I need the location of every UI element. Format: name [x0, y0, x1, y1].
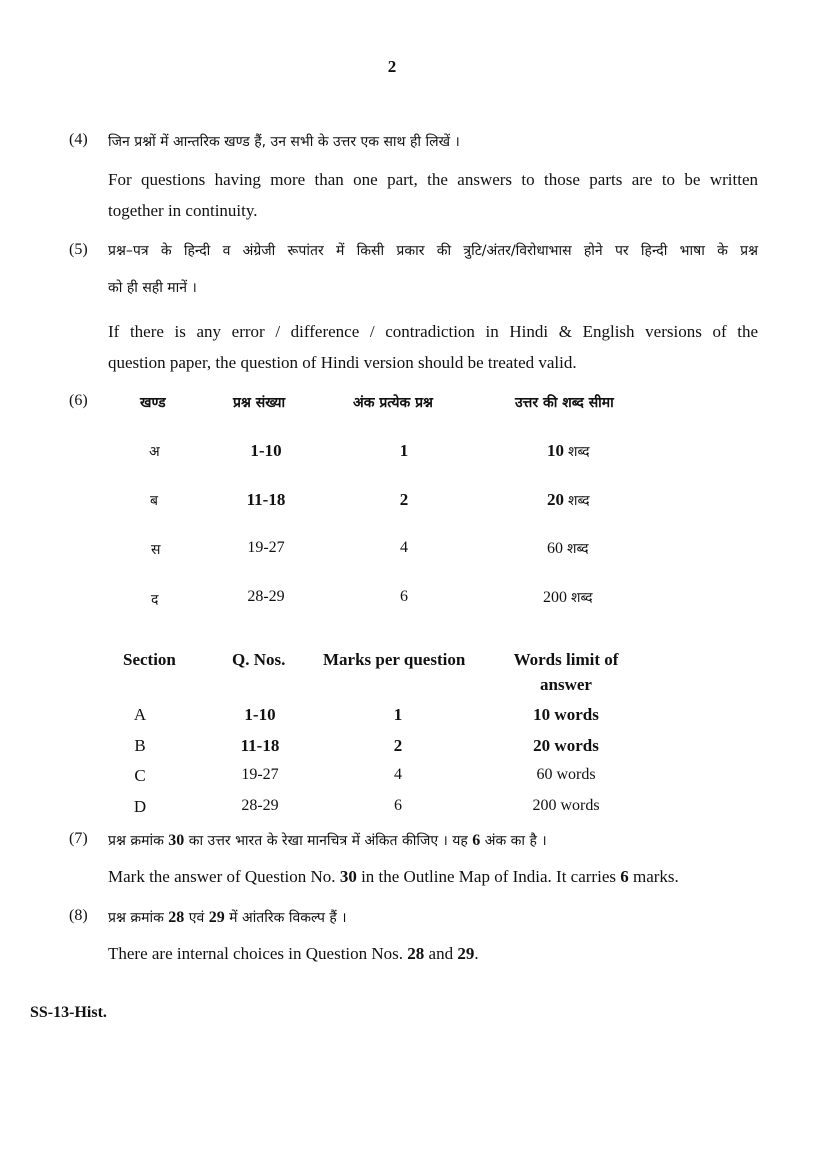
instruction-hindi-text: प्रश्न क्रमांक 30 का उत्तर भारत के रेखा मानचित्र में अंकित कीजिए । यह 6 अंक का है ।: [108, 832, 547, 849]
instruction-number: (7): [69, 830, 88, 847]
table-cell: 60 words: [536, 766, 596, 783]
english-table-header: Q. Nos.: [232, 650, 286, 669]
table-cell: स: [151, 542, 161, 558]
table-cell: 1-10: [244, 705, 276, 724]
table-cell: 1: [393, 705, 403, 724]
instruction-number: (4): [69, 131, 88, 148]
table-cell: A: [133, 705, 147, 724]
instruction-number: (6): [69, 392, 88, 409]
table-cell: 200 words: [532, 797, 600, 814]
word-count: 10: [547, 441, 564, 460]
table-cell: 28-29: [241, 797, 279, 814]
table-cell: 6: [400, 588, 408, 605]
paper-code-footer: SS-13-Hist.: [30, 1004, 107, 1021]
instruction-english-text: There are internal choices in Question Nos. 28 and 29.: [108, 944, 479, 963]
instruction-hindi-text: प्रश्न क्रमांक 28 एवं 29 में आंतरिक विकल्प हैं ।: [108, 909, 347, 926]
instruction-english-text: If there is any error / difference / contradiction in Hindi & English versions of the: [108, 322, 758, 341]
table-cell: 2: [393, 736, 403, 755]
hindi-table-header: प्रश्न संख्या: [233, 395, 286, 411]
table-cell: [547, 441, 590, 461]
instruction-number: (8): [69, 907, 88, 924]
table-cell: 6: [394, 797, 402, 814]
table-cell: D: [133, 797, 147, 816]
table-cell: [547, 539, 589, 558]
word-unit: शब्द: [568, 493, 590, 509]
hindi-table-header: अंक प्रत्येक प्रश्न: [353, 395, 433, 411]
table-cell: ब: [150, 493, 158, 509]
word-count: 200: [543, 589, 567, 606]
table-cell: [543, 588, 593, 607]
table-cell: 4: [400, 539, 408, 556]
word-count: 20: [547, 490, 564, 509]
instruction-english-text: Mark the answer of Question No. 30 in the Outline Map of India. It carries 6 marks.: [108, 867, 679, 886]
table-cell: 4: [394, 766, 402, 783]
table-cell: 19-27: [247, 539, 285, 556]
instruction-hindi-text: जिन प्रश्नों में आन्तरिक खण्ड हैं, उन सभी के उत्तर एक साथ ही लिखें ।: [108, 134, 460, 150]
table-cell: 20 words: [533, 736, 599, 755]
table-cell: 10 words: [533, 705, 599, 724]
hindi-table-header: खण्ड: [140, 395, 166, 411]
table-cell: 1-10: [250, 441, 282, 460]
table-cell: 28-29: [247, 588, 285, 605]
instruction-hindi-text: प्रश्न–पत्र के हिन्दी व अंग्रेजी रूपांतर में किसी प्रकार की त्रुटि/अंतर/विरोधाभास होने पर हिन्दी भाषा के प्रश्न: [108, 243, 758, 259]
table-cell: 11-18: [246, 490, 286, 509]
english-table-header: Marks per question: [323, 650, 466, 669]
word-unit: शब्द: [567, 541, 589, 557]
word-count: 60: [547, 540, 563, 557]
hindi-table-header: उत्तर की शब्द सीमा: [515, 395, 614, 411]
page-number: 2: [387, 57, 397, 76]
table-cell: 19-27: [241, 766, 279, 783]
english-table-header: answer: [540, 675, 592, 694]
table-cell: 11-18: [240, 736, 280, 755]
instruction-hindi-text: को ही सही मानें ।: [108, 280, 197, 296]
english-table-header: Words limit of: [513, 650, 619, 669]
word-unit: शब्द: [571, 590, 593, 606]
table-cell: द: [151, 592, 159, 608]
table-cell: अ: [149, 444, 160, 460]
instruction-english-text: together in continuity.: [108, 201, 258, 220]
english-table-header: Section: [123, 650, 176, 669]
table-cell: [547, 490, 590, 510]
table-cell: B: [134, 736, 146, 755]
table-cell: C: [134, 766, 146, 785]
table-cell: 2: [399, 490, 409, 509]
table-cell: 1: [399, 441, 409, 460]
instruction-number: (5): [69, 241, 88, 258]
instruction-english-text: For questions having more than one part, the answers to those parts are to be written: [108, 170, 758, 189]
instruction-english-text: question paper, the question of Hindi version should be treated valid.: [108, 353, 577, 372]
word-unit: शब्द: [568, 444, 590, 460]
